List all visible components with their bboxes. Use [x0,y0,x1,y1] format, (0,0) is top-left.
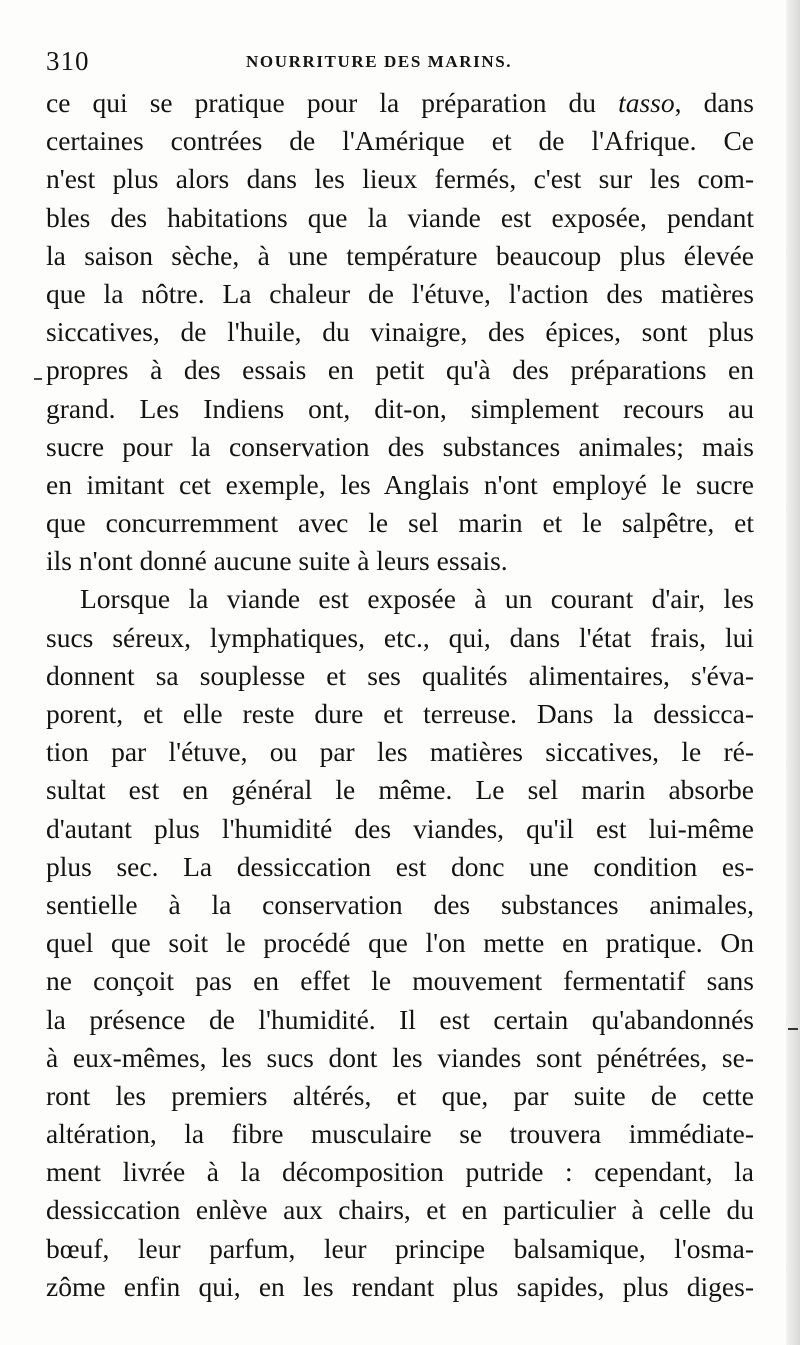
margin-mark [34,378,42,380]
page-header [46,44,758,80]
text-line: sucs séreux, lymphatiques, etc., qui, dans l'état frais, lui [46,621,754,653]
text-line: la saison sèche, à une température beaucoup plus élevée [46,239,754,271]
text-line: à eux-mêmes, les sucs dont les viandes sont pénétrées, se- [46,1041,754,1073]
text-line: n'est plus alors dans les lieux fermés, c'est sur les com- [46,163,754,195]
text-line: ils n'ont donné aucune suite à leurs essais. [46,545,508,577]
page-number: 310 [46,46,90,76]
text-line: bœuf, leur parfum, leur principe balsamique, l'osma- [46,1232,754,1264]
text-line: en imitant cet exemple, les Anglais n'ont employé le sucre [46,468,754,500]
text-line: sentielle à la conservation des substances animales, [46,888,754,920]
text-line: que la nôtre. La chaleur de l'étuve, l'action des matières [46,277,754,309]
text-line: la présence de l'humidité. Il est certain qu'abandonnés [46,1003,754,1035]
text-line: quel que soit le procédé que l'on mette en pratique. On [46,927,754,959]
text-line: sucre pour la conservation des substances animales; mais [46,430,754,462]
text-line: sultat est en général le même. Le sel marin absorbe [46,774,754,806]
text-line: bles des habitations que la viande est exposée, pendant [46,201,754,233]
body-text [46,84,754,1306]
text-line: plus sec. La dessiccation est donc une condition es- [46,850,754,882]
text-line: que concurremment avec le sel marin et le salpêtre, et [46,507,754,539]
text-line: propres à des essais en petit qu'à des préparations en [46,354,754,386]
text-line: Lorsque la viande est exposée à un courant d'air, les [80,583,754,615]
text-line: ne conçoit pas en effet le mouvement fermentatif sans [46,965,754,997]
running-head: NOURRITURE DES MARINS. [246,52,513,71]
text-line: porent, et elle reste dure et terreuse. Dans la dessicca- [46,698,754,729]
paragraph-2 [46,580,754,1306]
text-line: ment livrée à la décomposition putride : cependant, la [46,1156,754,1188]
text-line: ce qui se pratique pour la préparation du tasso, dans [46,87,754,118]
page-edge-shadow [786,0,800,1345]
text-line: d'autant plus l'humidité des viandes, qu'il est lui-même [46,812,754,844]
text-line: siccatives, de l'huile, du vinaigre, des épices, sont plus [46,316,754,348]
text-line: altération, la fibre musculaire se trouvera immédiate- [46,1118,754,1150]
text-line: ront les premiers altérés, et que, par suite de cette [46,1079,754,1111]
text-line: tion par l'étuve, ou par les matières siccatives, le ré- [46,736,754,768]
text-line: donnent sa souplesse et ses qualités alimentaires, s'éva- [46,659,754,691]
edge-tick-mark [788,1028,798,1030]
text-line: zôme enfin qui, en les rendant plus sapides, plus diges- [46,1270,754,1302]
text-line: grand. Les Indiens ont, dit-on, simplement recours au [46,392,754,424]
text-line: dessiccation enlève aux chairs, et en particulier à celle du [46,1194,754,1226]
paragraph-1 [46,84,754,580]
text-line: certaines contrées de l'Amérique et de l'Afrique. Ce [46,125,754,157]
italic-term: tasso [618,87,675,118]
